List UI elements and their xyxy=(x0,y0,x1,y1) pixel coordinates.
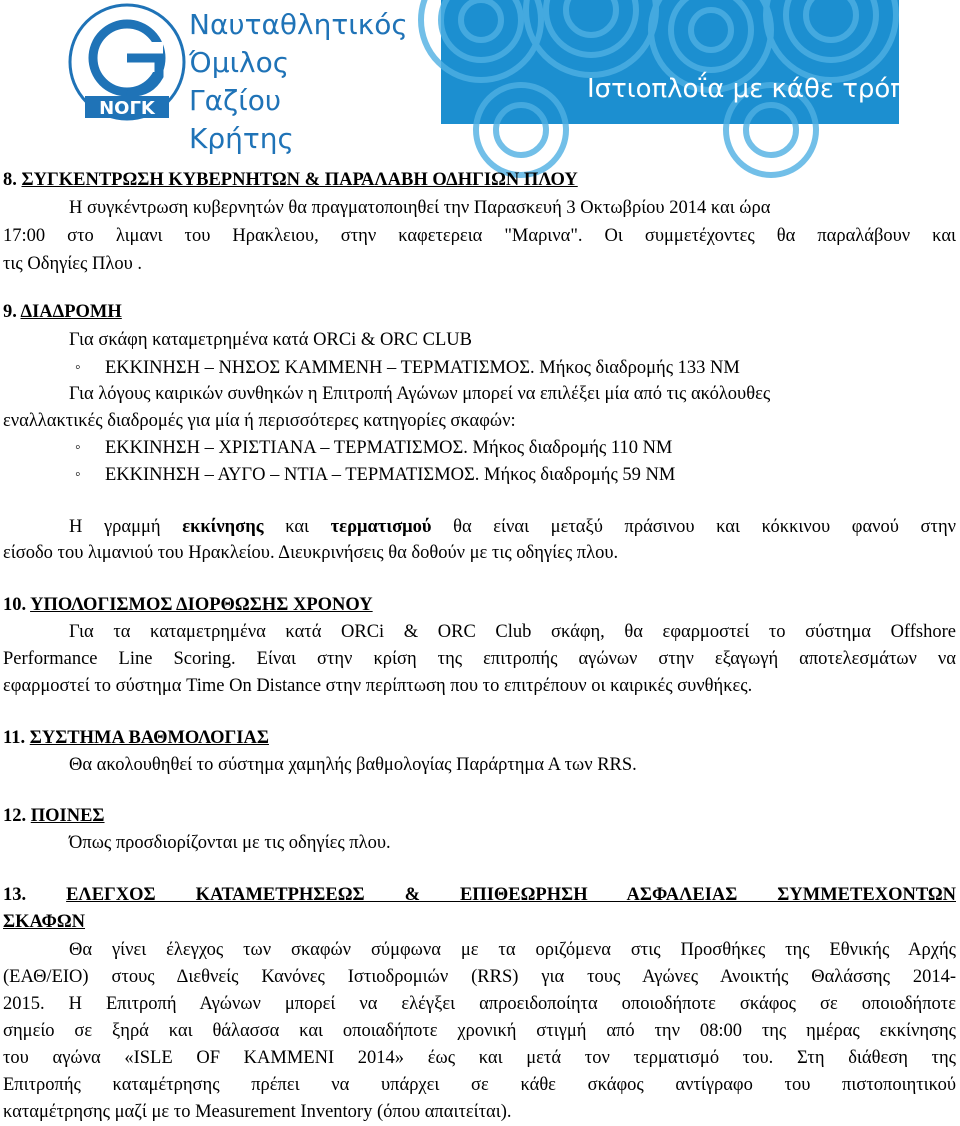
paragraph-line: Η συγκέντρωση κυβερνητών θα πραγματοποιηθεί την Παρασκευή 3 Οκτωβρίου 2014 και ώρα xyxy=(69,198,771,218)
bullet-icon: ◦ xyxy=(75,359,81,376)
section-8-heading: 8. ΣΥΓΚΕΝΤΡΩΣΗ ΚΥΒΕΡΝΗΤΩΝ & ΠΑΡΑΛΑΒΗ ΟΔΗΓΙΩΝ ΠΛΟΥ xyxy=(3,170,578,190)
paragraph-line: καταμέτρησης μαζί με το Measurement Inventory (όπου απαιτείται). xyxy=(3,1102,512,1122)
bullet-icon: ◦ xyxy=(75,466,81,483)
logo-text: ΝΟΓΚ xyxy=(99,98,155,119)
club-name-line: Ναυταθλητικός xyxy=(189,8,408,41)
section-13-heading-cont: ΣΚΑΦΩΝ xyxy=(3,912,86,932)
paragraph-line: τις Οδηγίες Πλου . xyxy=(3,254,142,274)
course-item: ΕΚΚΙΝΗΣΗ – ΝΗΣΟΣ ΚΑΜΜΕΝΗ – ΤΕΡΜΑΤΙΣΜΟΣ. Μήκος διαδρομής 133 ΝΜ xyxy=(105,358,740,378)
paragraph-line: εφαρμοστεί το σύστημα Time On Distance στην περίπτωση που το επιτρέπουν οι καιρικές συνθήκες. xyxy=(3,676,753,696)
section-10-heading: 10. ΥΠΟΛΟΓΙΣΜΟΣ ΔΙΟΡΘΩΣΗΣ ΧΡΟΝΟΥ xyxy=(3,595,373,615)
course-item: ΕΚΚΙΝΗΣΗ – ΑΥΓΟ – ΝΤΙΑ – ΤΕΡΜΑΤΙΣΜΟΣ. Μήκος διαδρομής 59 ΝΜ xyxy=(105,465,676,485)
paragraph-line: του αγώνα «ISLE OF KAMMENI 2014» έως και μετά τον τερματισμό του. Στη διάθεση της xyxy=(3,1048,956,1068)
paragraph-line: (ΕΑΘ/ΕΙΟ) στους Διεθνείς Κανόνες Ιστιοδρομιών (RRS) για τους Αγώνες Ανοικτής Θαλάσσης 2014- xyxy=(3,967,956,987)
wave-pattern xyxy=(441,0,899,124)
paragraph-line: 2015. Η Επιτροπή Αγώνων μπορεί να ελέγξει απροειδοποίητα οποιοδήποτε σκάφος σε οποιοδήποτε xyxy=(3,994,956,1014)
paragraph-line: Για τα καταμετρημένα κατά ORCi & ORC Club σκάφη, θα εφαρμοστεί το σύστημα Offshore xyxy=(69,622,956,642)
club-name-line: Όμιλος xyxy=(189,46,290,79)
slogan: Ιστιοπλοΐα με κάθε τρόπο! xyxy=(587,74,933,104)
club-logo xyxy=(67,2,187,122)
section-12-heading: 12. ΠΟΙΝΕΣ xyxy=(3,806,105,826)
wave-banner xyxy=(441,0,933,124)
paragraph-line: Για λόγους καιρικών συνθηκών η Επιτροπή Αγώνων μπορεί να επιλέξει μία από τις ακόλουθες xyxy=(69,384,771,404)
section-11-heading: 11. ΣΥΣΤΗΜΑ ΒΑΘΜΟΛΟΓΙΑΣ xyxy=(3,728,269,748)
paragraph-line: Όπως προσδιορίζονται με τις οδηγίες πλου. xyxy=(69,833,391,853)
paragraph-line: εναλλακτικές διαδρομές για μία ή περισσότερες κατηγορίες σκαφών: xyxy=(3,411,516,431)
bullet-icon: ◦ xyxy=(75,439,81,456)
section-9-heading: 9. ΔΙΑΔΡΟΜΗ xyxy=(3,302,122,322)
paragraph-line: Θα γίνει έλεγχος των σκαφών σύμφωνα με τα οριζόμενα στις Προσθήκες της Εθνικής Αρχής xyxy=(69,940,956,960)
paragraph-line: Θα ακολουθηθεί το σύστημα χαμηλής βαθμολογίας Παράρτημα Α των RRS. xyxy=(69,755,637,775)
paragraph-line: Επιτροπής καταμέτρησης πρέπει να υπάρχει σε κάθε σκάφος αντίγραφο του πιστοποιητικού xyxy=(3,1075,956,1095)
course-item: ΕΚΚΙΝΗΣΗ – ΧΡΙΣΤΙΑΝΑ – ΤΕΡΜΑΤΙΣΜΟΣ. Μήκος διαδρομής 110 ΝΜ xyxy=(105,438,673,458)
paragraph-line: Η γραμμή εκκίνησης και τερματισμού θα είναι μεταξύ πράσινου και κόκκινου φανού στην xyxy=(69,517,956,537)
paragraph-line: Για σκάφη καταμετρημένα κατά ORCi & ORC CLUB xyxy=(69,330,472,350)
paragraph-line: είσοδο του λιμανιού του Ηρακλείου. Διευκρινήσεις θα δοθούν με τις οδηγίες πλου. xyxy=(3,543,619,563)
header-banner xyxy=(61,0,933,155)
paragraph-line: Performance Line Scoring. Είναι στην κρίση της επιτροπής αγώνων στην εξαγωγή αποτελεσμάτων να xyxy=(3,649,956,669)
club-name-line: Κρήτης xyxy=(189,122,294,155)
paragraph-line: σημείο σε ξηρά και θάλασσα και οποιαδήποτε χρονική στιγμή από την 08:00 της ημέρας εκκίνησης xyxy=(3,1021,956,1041)
club-name xyxy=(189,6,419,158)
paragraph-line: 17:00 στο λιμανι του Ηρακλειου, στην καφετερεια "Μαρινα". Οι συμμετέχοντες θα παραλάβουν και xyxy=(3,226,956,246)
section-13-heading: 13. ΕΛΕΓΧΟΣ ΚΑΤΑΜΕΤΡΗΣΕΩΣ & ΕΠΙΘΕΩΡΗΣΗ ΑΣΦΑΛΕΙΑΣ ΣΥΜΜΕΤΕΧΟΝΤΩΝ xyxy=(3,885,956,905)
club-name-line: Γαζίου xyxy=(189,84,282,117)
